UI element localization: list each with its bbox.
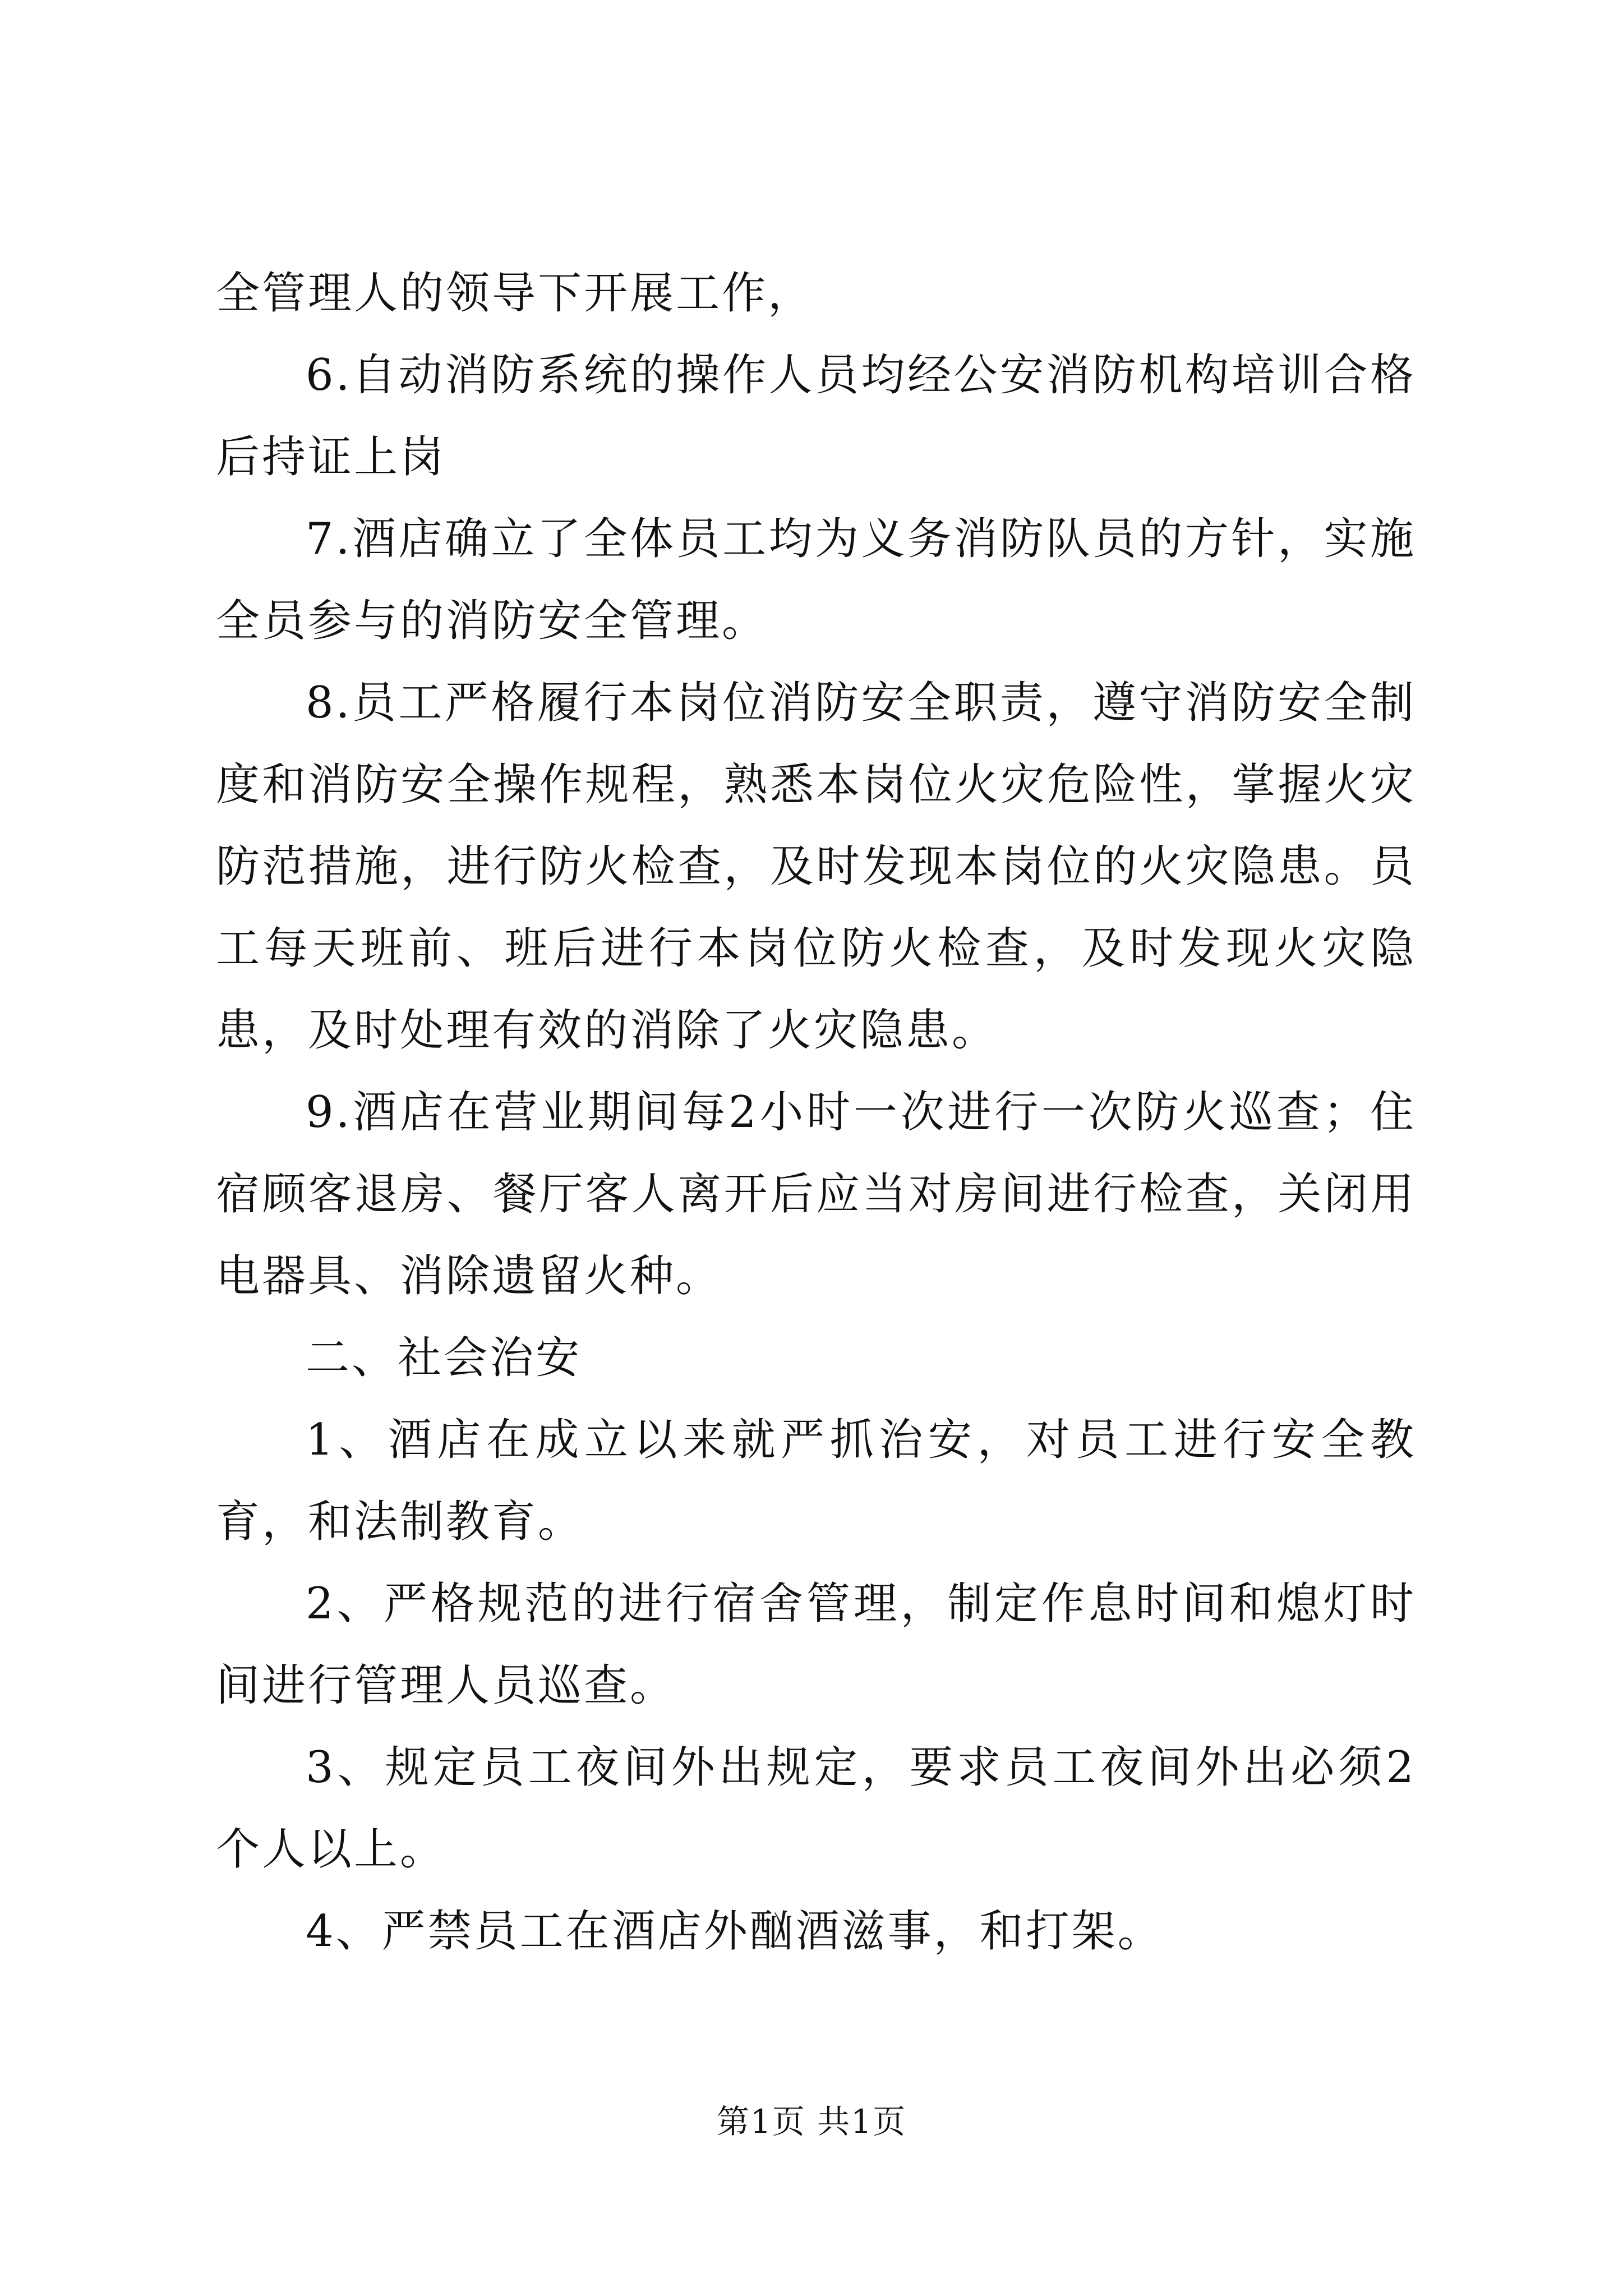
paragraph: 全管理人的领导下开展工作， — [216, 268, 814, 319]
document-body — [216, 252, 1416, 1972]
paragraph: 9.酒店在营业期间每2小时一次进行一次防火巡查；住宿顾客退房、餐厅客人离开后应当对房间进行检查，关闭用电器具、消除遗留火种。 — [216, 1087, 1416, 1301]
section-heading: 二、社会治安 — [306, 1333, 582, 1383]
paragraph: 3、规定员工夜间外出规定，要求员工夜间外出必须2个人以上。 — [216, 1742, 1416, 1875]
paragraph: 4、严禁员工在酒店外酗酒滋事，和打架。 — [306, 1906, 1164, 1957]
paragraph: 2、严格规范的进行宿舍管理，制定作息时间和熄灯时间进行管理人员巡查。 — [216, 1579, 1416, 1711]
paragraph: 6.自动消防系统的操作人员均经公安消防机构培训合格后持证上岗 — [216, 350, 1416, 482]
paragraph: 7.酒店确立了全体员工均为义务消防队员的方针，实施全员参与的消防安全管理。 — [216, 514, 1416, 646]
page-number-label: 第1页 共1页 — [716, 2102, 907, 2141]
page-footer — [0, 2095, 1623, 2142]
paragraph: 1、酒店在成立以来就严抓治安，对员工进行安全教育，和法制教育。 — [216, 1415, 1416, 1547]
paragraph: 8.员工严格履行本岗位消防安全职责，遵守消防安全制度和消防安全操作规程，熟悉本岗位火灾危险性，掌握火灾防范措施，进行防火检查，及时发现本岗位的火灾隐患。员工每天班前、班后进行本岗位防火检查，及时发现火灾隐患，及时处理有效的消除了火灾隐患。 — [216, 678, 1416, 1056]
